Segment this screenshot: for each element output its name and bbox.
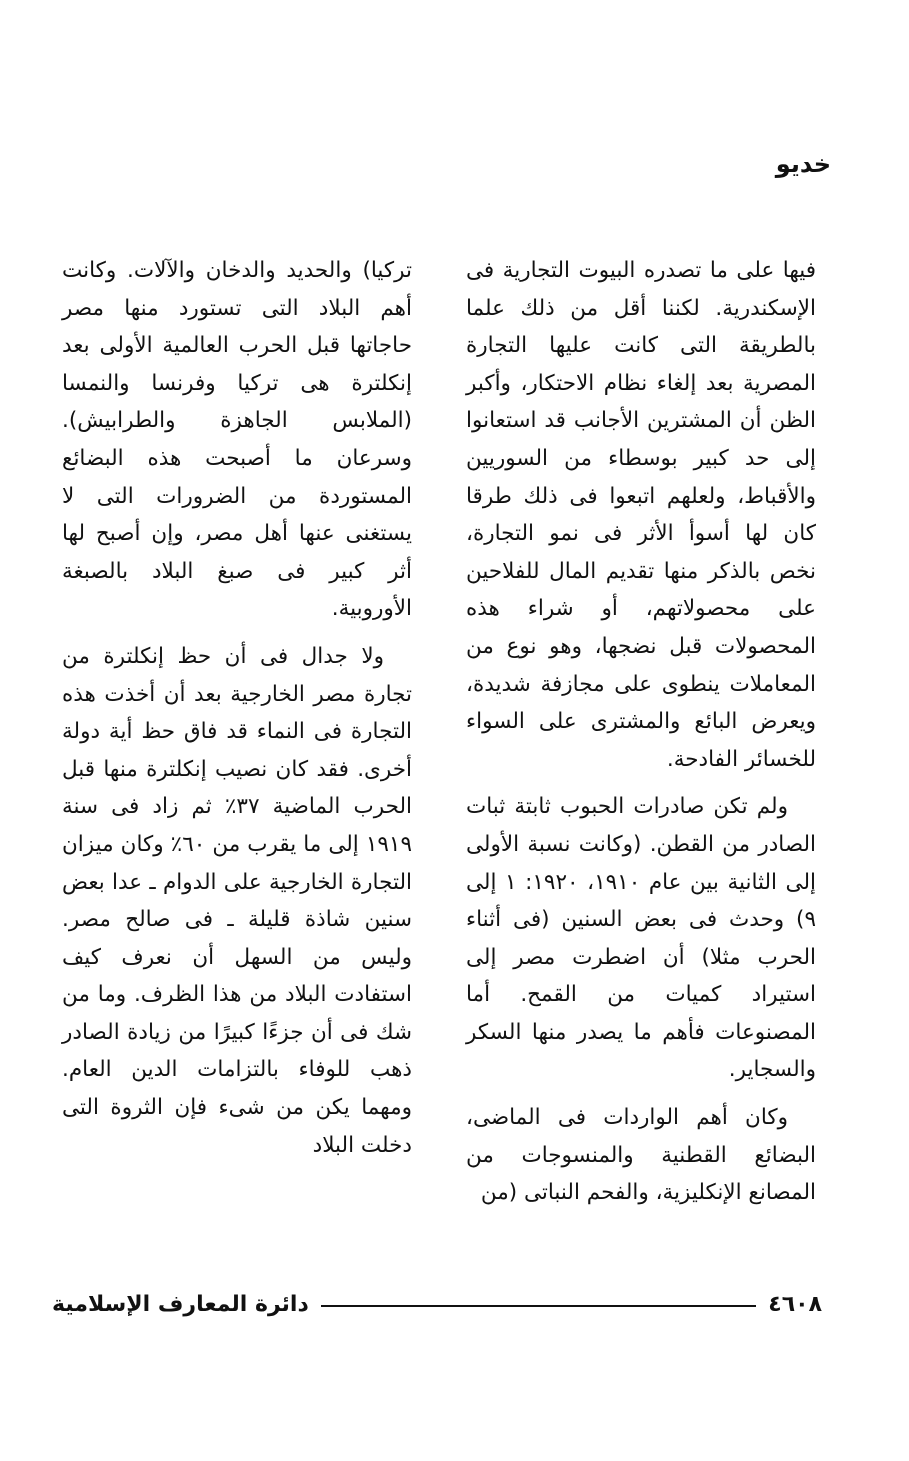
paragraph: ولا جدال فى أن حظ إنكلترة من تجارة مصر الخارجية بعد أن أخذت هذه التجارة فى النماء قد فاق حظ أية دولة أخرى. فقد كان نصيب إنكلترة منها قبل الحرب الماضية ٣٧٪ ثم زاد فى سنة ١٩١٩ إلى ما يقرب من ٦٠٪ وكان ميزان التجارة الخارجية على الدوام ـ عدا بعض سنين شاذة قليلة ـ فى صالح مصر. وليس من السهل أن نعرف كيف استفادت البلاد من هذا الظرف. وما من شك فى أن جزءًا كبيرًا من زيادة الصادر ذهب للوفاء بالتزامات الدين العام. ومهما يكن من شىء فإن الثروة التى دخلت البلاد <box>62 643 413 1158</box>
page-footer <box>52 1284 822 1324</box>
paragraph: تركيا) والحديد والدخان والآلات. وكانت أهم البلاد التى تستورد منها مصر حاجاتها قبل الحرب العالمية الأولى بعد إنكلترة هى تركيا وفرنسا والنمسا (الملابس الجاهزة والطرابيش). وسرعان ما أصبحت هذه البضائع المستوردة من الضرورات التى لا يستغنى عنها أهل مصر، وإن أصبح لها أثر كبير فى صبغ البلاد بالصبغة الأوروبية. <box>62 258 412 622</box>
footer-rule <box>321 1305 757 1307</box>
text-column-left <box>62 252 412 1174</box>
text-column-right <box>466 252 816 1222</box>
paragraph: ولم تكن صادرات الحبوب ثابتة ثبات الصادر من القطن. (وكانت نسبة الأولى إلى الثانية بين عام ١٩١٠، ١٩٢٠: ١ إلى ٩) وحدث فى بعض السنين (فى أثناء الحرب مثلا) أن اضطرت مصر إلى استيراد كميات من القمح. أما المصنوعات فأهم ما يصدر منها السكر والسجاير. <box>466 794 817 1083</box>
paragraph: فيها على ما تصدره البيوت التجارية فى الإسكندرية. لكننا أقل من ذلك علما بالطريقة التى كانت عليها التجارة المصرية بعد إلغاء نظام الاحتكار، وأكبر الظن أن المشترين الأجانب قد استعانوا إلى حد كبير بوسطاء من السوريين والأقباط، ولعلهم اتبعوا فى ذلك طرقا كان لها أسوأ الأثر فى نمو التجارة، نخص بالذكر منها تقديم المال للفلاحين على محصولاتهم، أو شراء هذه المحصولات قبل نضجها، وهو نوع من المعاملات ينطوى على مجازفة شديدة، ويعرض البائع والمشترى على السواء للخسائر الفادحة. <box>466 258 816 772</box>
page-number: ٤٦٠٨ <box>768 1291 822 1317</box>
running-head-title: خديو <box>775 150 831 178</box>
paragraph: وكان أهم الواردات فى الماضى، البضائع القطنية والمنسوجات من المصانع الإنكليزية، والفحم النباتى (من <box>466 1105 816 1206</box>
publication-title: دائرة المعارف الإسلامية <box>52 1291 309 1317</box>
